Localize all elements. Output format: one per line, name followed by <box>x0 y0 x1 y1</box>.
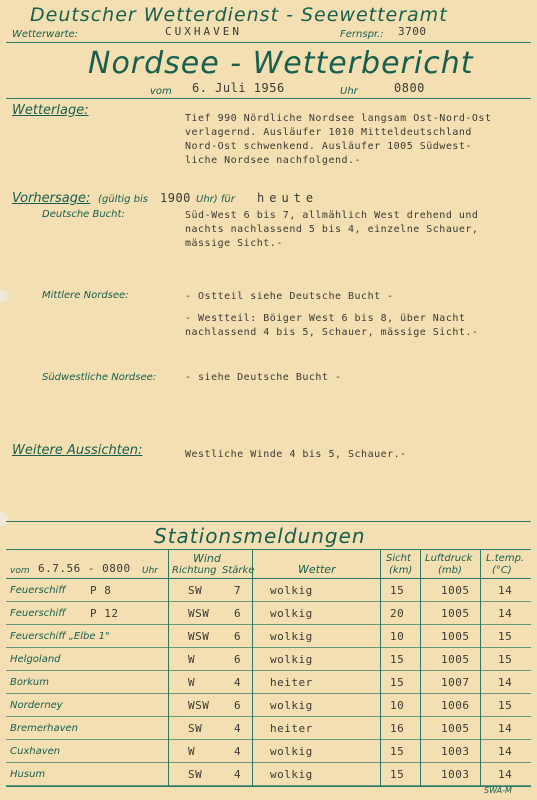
region-deutsche-bucht-text <box>185 209 478 251</box>
header-wetter: Wetter <box>298 563 336 576</box>
weather-condition: heiter <box>270 676 313 689</box>
header-sicht: Sicht <box>386 553 411 564</box>
table-bottom-line <box>6 786 531 787</box>
table-datetime: 6.7.56 - 0800 <box>38 562 131 575</box>
station-name: Feuerschiff <box>10 585 66 596</box>
air-temperature: 14 <box>498 607 513 620</box>
forecast-line: - Ostteil siehe Deutsche Bucht - <box>185 291 394 302</box>
report-date: 6. Juli 1956 <box>192 81 285 95</box>
air-pressure: 1005 <box>441 607 470 620</box>
table-uhr-label: Uhr <box>142 566 158 576</box>
visibility: 20 <box>390 607 405 620</box>
table-row <box>6 717 531 740</box>
weather-condition: wolkig <box>270 768 313 781</box>
date-vom-label: vom <box>150 86 172 97</box>
wetterlage-line: liche Nordsee nachfolgend.- <box>185 155 362 166</box>
header-ltemp: L.temp. <box>486 553 525 564</box>
phone-value: 3700 <box>398 25 427 38</box>
visibility: 15 <box>390 768 405 781</box>
air-temperature: 14 <box>498 745 513 758</box>
header-richtung: Richtung <box>172 565 217 576</box>
air-temperature: 14 <box>498 584 513 597</box>
vorhersage-label: Vorhersage: <box>12 191 91 206</box>
air-temperature: 14 <box>498 768 513 781</box>
table-row <box>6 625 531 648</box>
region-mittlere-nordsee-label: Mittlere Nordsee: <box>42 290 129 301</box>
visibility: 15 <box>390 676 405 689</box>
forecast-line: nachlassend 4 bis 5, Schauer, mässige Sicht.- <box>185 327 479 338</box>
air-pressure: 1007 <box>441 676 470 689</box>
air-pressure: 1005 <box>441 722 470 735</box>
station-name: Cuxhaven <box>10 746 61 757</box>
visibility: 15 <box>390 745 405 758</box>
wetterlage-line: Nord-Ost schwenkend. Ausläufer 1005 Südwest- <box>185 141 472 152</box>
table-row <box>6 740 531 763</box>
table-row <box>6 602 531 625</box>
wetterlage-text <box>185 112 491 168</box>
table-row <box>6 671 531 694</box>
table-vom-label: vom <box>10 566 30 576</box>
wetterlage-line: verlagernd. Ausläufer 1010 Mitteldeutschland <box>185 127 472 138</box>
wind-force: 4 <box>234 745 242 758</box>
station-name: Borkum <box>10 677 49 688</box>
stations-title: Stationsmeldungen <box>154 524 366 548</box>
date-uhr-label: Uhr <box>340 86 358 97</box>
header-sicht-unit: (km) <box>389 565 413 576</box>
aussichten-label: Weitere Aussichten: <box>12 443 143 458</box>
station-name: Feuerschiff „Elbe 1" <box>10 631 110 642</box>
agency-title: Deutscher Wetterdienst - Seewetteramt <box>30 4 448 26</box>
air-pressure: 1005 <box>441 653 470 666</box>
phone-label: Fernspr.: <box>340 29 384 40</box>
air-pressure: 1003 <box>441 745 470 758</box>
wind-direction: SW <box>188 722 203 735</box>
visibility: 15 <box>390 653 405 666</box>
air-temperature: 15 <box>498 699 513 712</box>
air-pressure: 1006 <box>441 699 470 712</box>
wind-direction: W <box>188 745 196 758</box>
weather-condition: wolkig <box>270 745 313 758</box>
wind-force: 4 <box>234 768 242 781</box>
report-time: 0800 <box>394 81 425 95</box>
aussichten-text: Westliche Winde 4 bis 5, Schauer.- <box>185 449 407 460</box>
title-divider <box>6 98 531 99</box>
table-row <box>6 694 531 717</box>
region-deutsche-bucht-label: Deutsche Bucht: <box>42 209 125 220</box>
stations-divider <box>6 521 531 522</box>
wind-direction: WSW <box>188 630 210 643</box>
header-luftdruck-unit: (mb) <box>438 565 462 576</box>
visibility: 15 <box>390 584 405 597</box>
station-extra: P 12 <box>90 607 119 620</box>
station-name: Helgoland <box>10 654 61 665</box>
report-title: Nordsee - Wetterbericht <box>88 46 474 81</box>
visibility: 10 <box>390 699 405 712</box>
punch-hole-top <box>0 289 8 303</box>
weather-condition: heiter <box>270 722 313 735</box>
region-suedwestliche-nordsee-text: - siehe Deutsche Bucht - <box>185 372 342 383</box>
form-code: SWA-M <box>484 786 512 795</box>
wind-force: 6 <box>234 607 242 620</box>
wind-force: 6 <box>234 699 242 712</box>
wind-direction: W <box>188 653 196 666</box>
wind-direction: WSW <box>188 607 210 620</box>
region-mittlere-nordsee-text <box>185 290 478 340</box>
forecast-line: mässige Sicht.- <box>185 238 283 249</box>
region-suedwestliche-nordsee-label: Südwestliche Nordsee: <box>42 372 157 383</box>
stations-top-line <box>6 549 531 550</box>
station-name: Feuerschiff <box>10 608 66 619</box>
wind-force: 6 <box>234 630 242 643</box>
header-ltemp-unit: (°C) <box>492 565 512 576</box>
station-name: Bremerhaven <box>10 723 79 734</box>
valid-time: 1900 <box>160 191 191 205</box>
valid-suffix: Uhr) für <box>196 194 235 205</box>
station-extra: P 8 <box>90 584 112 597</box>
wind-direction: SW <box>188 768 203 781</box>
wind-direction: SW <box>188 584 203 597</box>
station-label: Wetterwarte: <box>12 29 79 40</box>
header-wind: Wind <box>193 552 221 565</box>
forecast-line: Süd-West 6 bis 7, allmählich West drehend und <box>185 210 479 221</box>
station-value: CUXHAVEN <box>165 25 242 38</box>
valid-prefix: (gültig bis <box>98 194 148 205</box>
wind-force: 7 <box>234 584 242 597</box>
wind-force: 6 <box>234 653 242 666</box>
wind-direction: W <box>188 676 196 689</box>
air-temperature: 14 <box>498 722 513 735</box>
weather-condition: wolkig <box>270 630 313 643</box>
air-pressure: 1005 <box>441 584 470 597</box>
air-temperature: 14 <box>498 676 513 689</box>
forecast-line: nachts nachlassend 5 bis 4, einzelne Schauer, <box>185 224 479 235</box>
forecast-line: - Westteil: Böiger West 6 bis 8, über Nacht <box>185 313 466 324</box>
wetterlage-line: Tief 990 Nördliche Nordsee langsam Ost-Nord-Ost <box>185 113 492 124</box>
air-temperature: 15 <box>498 630 513 643</box>
table-row <box>6 763 531 786</box>
header-divider <box>6 42 531 43</box>
visibility: 10 <box>390 630 405 643</box>
weather-condition: wolkig <box>270 699 313 712</box>
wind-force: 4 <box>234 722 242 735</box>
air-pressure: 1003 <box>441 768 470 781</box>
weather-condition: wolkig <box>270 584 313 597</box>
wind-force: 4 <box>234 676 242 689</box>
table-row <box>6 579 531 602</box>
weather-condition: wolkig <box>270 607 313 620</box>
header-luftdruck: Luftdruck <box>425 553 473 564</box>
wind-direction: WSW <box>188 699 210 712</box>
station-name: Husum <box>10 769 46 780</box>
air-pressure: 1005 <box>441 630 470 643</box>
table-row <box>6 648 531 671</box>
header-staerke: Stärke <box>222 565 255 576</box>
forecast-day: heute <box>257 191 319 205</box>
visibility: 16 <box>390 722 405 735</box>
station-name: Norderney <box>10 700 63 711</box>
wetterlage-label: Wetterlage: <box>12 103 89 118</box>
air-temperature: 15 <box>498 653 513 666</box>
weather-condition: wolkig <box>270 653 313 666</box>
punch-hole-bottom <box>0 512 8 526</box>
